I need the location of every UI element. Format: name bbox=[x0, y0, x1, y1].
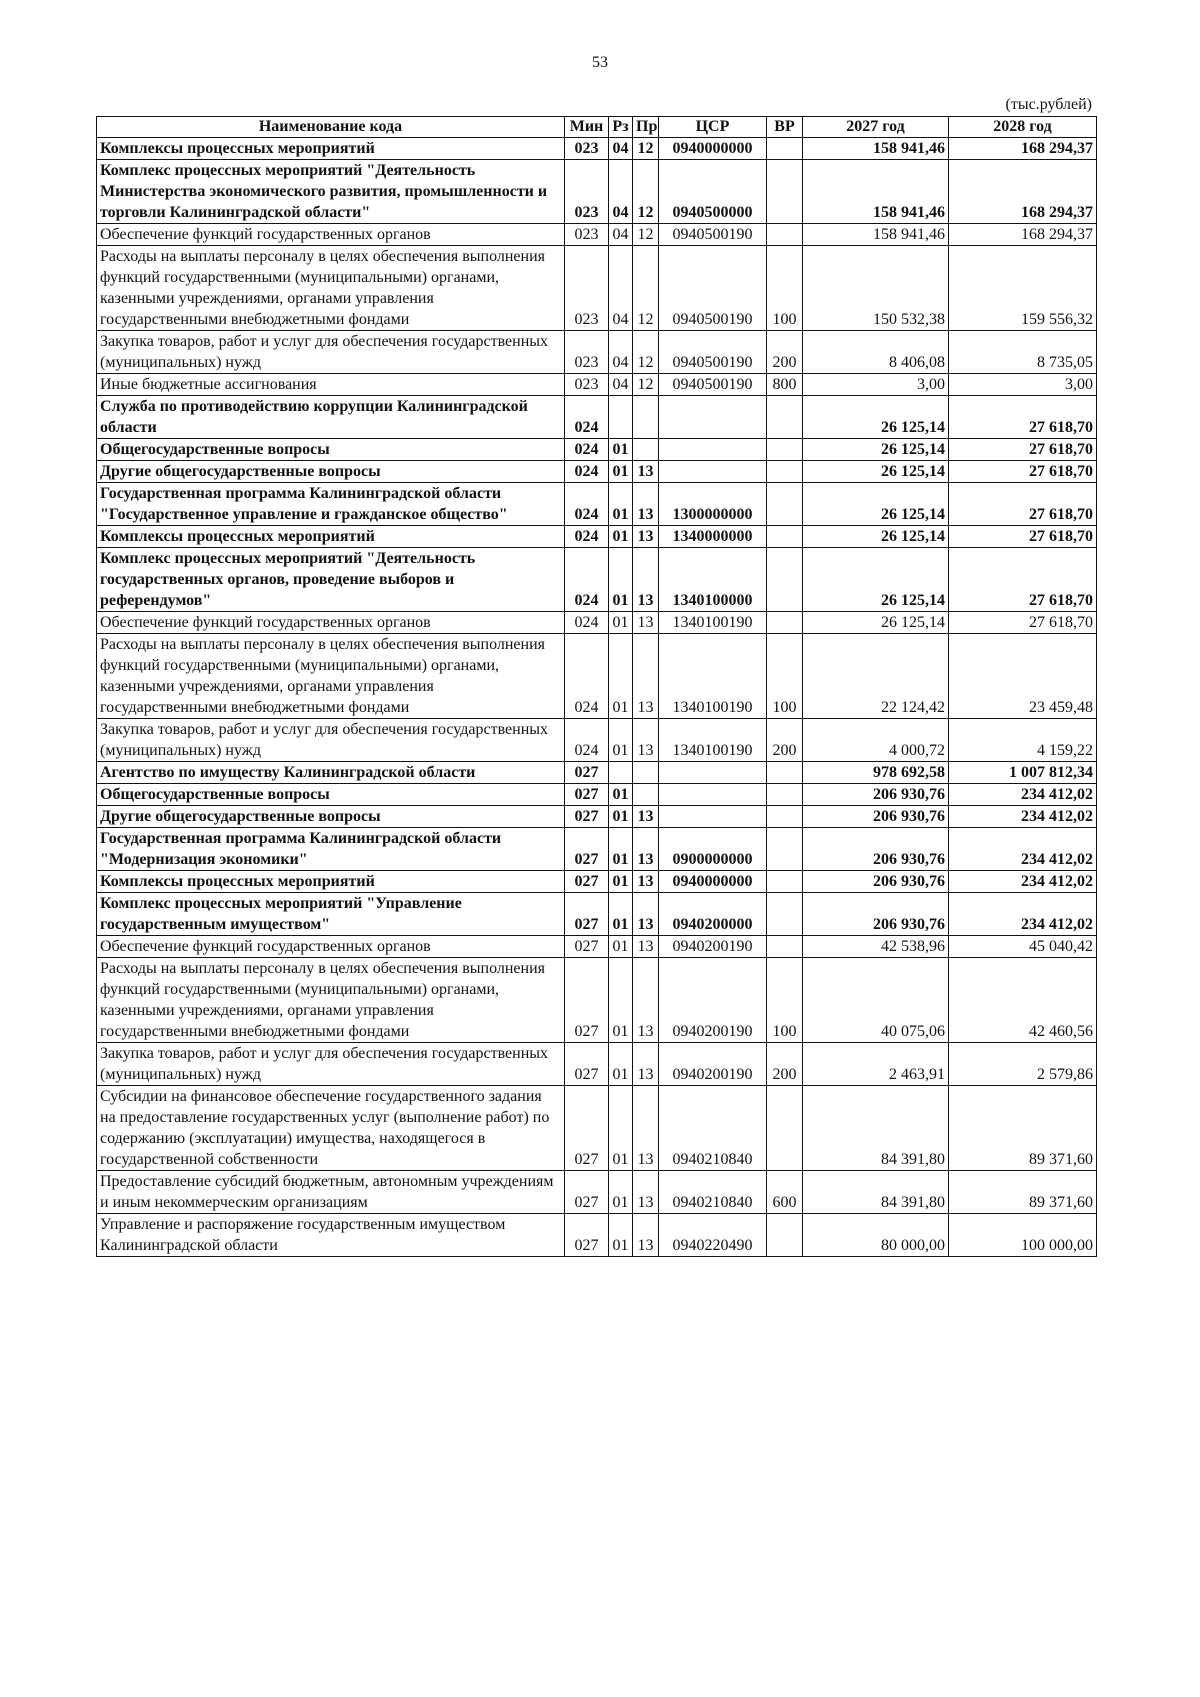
cell-min: 024 bbox=[565, 483, 609, 526]
cell-name: Комплексы процессных мероприятий bbox=[97, 871, 565, 893]
cell-2027: 84 391,80 bbox=[803, 1086, 949, 1171]
cell-min: 023 bbox=[565, 138, 609, 160]
cell-min: 027 bbox=[565, 784, 609, 806]
cell-rz: 01 bbox=[609, 806, 633, 828]
units-label: (тыс.рублей) bbox=[1005, 96, 1092, 113]
cell-pr: 13 bbox=[633, 936, 659, 958]
table-row bbox=[97, 871, 1097, 893]
cell-name: Комплекс процессных мероприятий "Управление государственным имуществом" bbox=[97, 893, 565, 936]
cell-vr bbox=[767, 483, 803, 526]
cell-name: Управление и распоряжение государственным имуществом Калининградской области bbox=[97, 1214, 565, 1257]
cell-csr: 0940200190 bbox=[659, 1043, 767, 1086]
cell-vr: 200 bbox=[767, 719, 803, 762]
cell-vr: 200 bbox=[767, 1043, 803, 1086]
cell-2027: 206 930,76 bbox=[803, 871, 949, 893]
header-csr: ЦСР bbox=[659, 117, 767, 138]
cell-pr bbox=[633, 762, 659, 784]
cell-2028: 8 735,05 bbox=[949, 331, 1097, 374]
cell-min: 024 bbox=[565, 719, 609, 762]
cell-2027: 26 125,14 bbox=[803, 461, 949, 483]
header-rz: Рз bbox=[609, 117, 633, 138]
table-row bbox=[97, 936, 1097, 958]
table-row bbox=[97, 762, 1097, 784]
cell-2027: 206 930,76 bbox=[803, 828, 949, 871]
cell-rz: 01 bbox=[609, 461, 633, 483]
cell-2028: 168 294,37 bbox=[949, 224, 1097, 246]
cell-name: Предоставление субсидий бюджетным, автономным учреждениям и иным некоммерческим организациям bbox=[97, 1171, 565, 1214]
cell-csr: 0940500190 bbox=[659, 374, 767, 396]
cell-vr: 100 bbox=[767, 958, 803, 1043]
cell-name: Комплексы процессных мероприятий bbox=[97, 138, 565, 160]
cell-name: Общегосударственные вопросы bbox=[97, 784, 565, 806]
cell-min: 027 bbox=[565, 762, 609, 784]
table-row bbox=[97, 374, 1097, 396]
table-row bbox=[97, 806, 1097, 828]
cell-rz: 01 bbox=[609, 1086, 633, 1171]
cell-pr: 12 bbox=[633, 160, 659, 224]
cell-pr bbox=[633, 439, 659, 461]
table-header-row bbox=[97, 117, 1097, 138]
cell-vr bbox=[767, 526, 803, 548]
table-row bbox=[97, 1171, 1097, 1214]
cell-2028: 4 159,22 bbox=[949, 719, 1097, 762]
cell-rz bbox=[609, 762, 633, 784]
table-body bbox=[97, 138, 1097, 1257]
cell-2027: 2 463,91 bbox=[803, 1043, 949, 1086]
header-2028: 2028 год bbox=[949, 117, 1097, 138]
cell-csr: 0940500190 bbox=[659, 331, 767, 374]
cell-2028: 27 618,70 bbox=[949, 612, 1097, 634]
cell-csr: 0940500000 bbox=[659, 160, 767, 224]
cell-name: Закупка товаров, работ и услуг для обеспечения государственных (муниципальных) нужд bbox=[97, 331, 565, 374]
cell-min: 023 bbox=[565, 331, 609, 374]
cell-2028: 2 579,86 bbox=[949, 1043, 1097, 1086]
cell-2028: 234 412,02 bbox=[949, 893, 1097, 936]
cell-name: Комплексы процессных мероприятий bbox=[97, 526, 565, 548]
cell-csr: 1340100190 bbox=[659, 719, 767, 762]
cell-csr bbox=[659, 784, 767, 806]
cell-2028: 168 294,37 bbox=[949, 138, 1097, 160]
cell-rz: 04 bbox=[609, 374, 633, 396]
cell-pr: 12 bbox=[633, 331, 659, 374]
cell-2027: 80 000,00 bbox=[803, 1214, 949, 1257]
cell-csr: 0940220490 bbox=[659, 1214, 767, 1257]
cell-vr bbox=[767, 396, 803, 439]
cell-vr bbox=[767, 1214, 803, 1257]
table-row bbox=[97, 634, 1097, 719]
cell-pr: 13 bbox=[633, 548, 659, 612]
cell-pr: 12 bbox=[633, 138, 659, 160]
cell-vr bbox=[767, 828, 803, 871]
cell-csr bbox=[659, 396, 767, 439]
table-row bbox=[97, 548, 1097, 612]
cell-name: Обеспечение функций государственных органов bbox=[97, 612, 565, 634]
cell-2028: 234 412,02 bbox=[949, 871, 1097, 893]
cell-2027: 84 391,80 bbox=[803, 1171, 949, 1214]
cell-csr bbox=[659, 439, 767, 461]
cell-2028: 234 412,02 bbox=[949, 784, 1097, 806]
cell-csr: 0940500190 bbox=[659, 246, 767, 331]
table-row bbox=[97, 719, 1097, 762]
cell-rz: 01 bbox=[609, 719, 633, 762]
cell-rz: 01 bbox=[609, 958, 633, 1043]
cell-vr: 800 bbox=[767, 374, 803, 396]
cell-vr bbox=[767, 138, 803, 160]
cell-min: 023 bbox=[565, 224, 609, 246]
cell-2027: 26 125,14 bbox=[803, 548, 949, 612]
cell-csr: 0940000000 bbox=[659, 871, 767, 893]
cell-csr: 0940210840 bbox=[659, 1086, 767, 1171]
cell-vr bbox=[767, 548, 803, 612]
cell-name: Другие общегосударственные вопросы bbox=[97, 461, 565, 483]
cell-2027: 206 930,76 bbox=[803, 893, 949, 936]
cell-vr bbox=[767, 936, 803, 958]
cell-name: Иные бюджетные ассигнования bbox=[97, 374, 565, 396]
cell-pr: 12 bbox=[633, 374, 659, 396]
table-row bbox=[97, 396, 1097, 439]
cell-csr: 1340000000 bbox=[659, 526, 767, 548]
cell-csr bbox=[659, 461, 767, 483]
cell-csr: 1340100000 bbox=[659, 548, 767, 612]
cell-csr: 0940210840 bbox=[659, 1171, 767, 1214]
cell-pr: 13 bbox=[633, 526, 659, 548]
cell-min: 027 bbox=[565, 1214, 609, 1257]
cell-csr: 1340100190 bbox=[659, 612, 767, 634]
table-row bbox=[97, 160, 1097, 224]
cell-name: Обеспечение функций государственных органов bbox=[97, 224, 565, 246]
cell-2027: 8 406,08 bbox=[803, 331, 949, 374]
cell-rz: 04 bbox=[609, 224, 633, 246]
cell-2027: 978 692,58 bbox=[803, 762, 949, 784]
cell-rz: 04 bbox=[609, 331, 633, 374]
cell-2028: 168 294,37 bbox=[949, 160, 1097, 224]
cell-vr bbox=[767, 224, 803, 246]
cell-2028: 27 618,70 bbox=[949, 526, 1097, 548]
cell-min: 027 bbox=[565, 828, 609, 871]
cell-2027: 158 941,46 bbox=[803, 224, 949, 246]
cell-csr: 0940200000 bbox=[659, 893, 767, 936]
cell-2027: 150 532,38 bbox=[803, 246, 949, 331]
cell-min: 027 bbox=[565, 958, 609, 1043]
cell-2028: 89 371,60 bbox=[949, 1171, 1097, 1214]
cell-vr bbox=[767, 1086, 803, 1171]
cell-csr bbox=[659, 806, 767, 828]
table-row bbox=[97, 224, 1097, 246]
table-row bbox=[97, 958, 1097, 1043]
cell-2028: 27 618,70 bbox=[949, 483, 1097, 526]
cell-pr: 13 bbox=[633, 806, 659, 828]
cell-rz: 04 bbox=[609, 246, 633, 331]
table-row bbox=[97, 483, 1097, 526]
cell-min: 023 bbox=[565, 374, 609, 396]
cell-rz: 01 bbox=[609, 1214, 633, 1257]
cell-2028: 27 618,70 bbox=[949, 396, 1097, 439]
table-row bbox=[97, 246, 1097, 331]
cell-vr bbox=[767, 871, 803, 893]
cell-name: Субсидии на финансовое обеспечение государственного задания на предоставление государственных услуг (выполнение работ) по содержанию (эксплуатации) имущества, находящегося в государственной собственности bbox=[97, 1086, 565, 1171]
cell-min: 024 bbox=[565, 396, 609, 439]
cell-min: 027 bbox=[565, 1086, 609, 1171]
table-row bbox=[97, 138, 1097, 160]
cell-name: Закупка товаров, работ и услуг для обеспечения государственных (муниципальных) нужд bbox=[97, 719, 565, 762]
cell-min: 024 bbox=[565, 526, 609, 548]
cell-2027: 26 125,14 bbox=[803, 526, 949, 548]
cell-pr: 13 bbox=[633, 1214, 659, 1257]
header-vr: ВР bbox=[767, 117, 803, 138]
cell-name: Общегосударственные вопросы bbox=[97, 439, 565, 461]
table-row bbox=[97, 1086, 1097, 1171]
cell-csr bbox=[659, 762, 767, 784]
cell-csr: 0940200190 bbox=[659, 936, 767, 958]
cell-csr: 0940500190 bbox=[659, 224, 767, 246]
cell-pr: 13 bbox=[633, 958, 659, 1043]
cell-rz: 01 bbox=[609, 1043, 633, 1086]
cell-name: Другие общегосударственные вопросы bbox=[97, 806, 565, 828]
cell-2027: 42 538,96 bbox=[803, 936, 949, 958]
cell-rz: 01 bbox=[609, 634, 633, 719]
cell-2027: 158 941,46 bbox=[803, 138, 949, 160]
cell-2027: 22 124,42 bbox=[803, 634, 949, 719]
header-name: Наименование кода bbox=[97, 117, 565, 138]
cell-pr: 13 bbox=[633, 483, 659, 526]
table-row bbox=[97, 893, 1097, 936]
cell-vr bbox=[767, 762, 803, 784]
cell-pr: 13 bbox=[633, 1086, 659, 1171]
cell-rz: 01 bbox=[609, 936, 633, 958]
table-row bbox=[97, 612, 1097, 634]
cell-2028: 23 459,48 bbox=[949, 634, 1097, 719]
cell-csr: 0900000000 bbox=[659, 828, 767, 871]
cell-2027: 4 000,72 bbox=[803, 719, 949, 762]
cell-pr: 13 bbox=[633, 1043, 659, 1086]
cell-2028: 234 412,02 bbox=[949, 806, 1097, 828]
cell-min: 023 bbox=[565, 160, 609, 224]
cell-vr bbox=[767, 439, 803, 461]
cell-name: Обеспечение функций государственных органов bbox=[97, 936, 565, 958]
cell-vr bbox=[767, 784, 803, 806]
cell-rz: 01 bbox=[609, 1171, 633, 1214]
cell-vr: 200 bbox=[767, 331, 803, 374]
cell-pr: 12 bbox=[633, 224, 659, 246]
cell-min: 024 bbox=[565, 612, 609, 634]
cell-min: 027 bbox=[565, 871, 609, 893]
cell-rz: 01 bbox=[609, 893, 633, 936]
cell-2028: 89 371,60 bbox=[949, 1086, 1097, 1171]
table-row bbox=[97, 1043, 1097, 1086]
cell-vr bbox=[767, 893, 803, 936]
page-number: 53 bbox=[592, 54, 608, 71]
header-pr: Пр bbox=[633, 117, 659, 138]
cell-name: Закупка товаров, работ и услуг для обеспечения государственных (муниципальных) нужд bbox=[97, 1043, 565, 1086]
cell-pr bbox=[633, 784, 659, 806]
cell-2028: 100 000,00 bbox=[949, 1214, 1097, 1257]
cell-pr: 13 bbox=[633, 634, 659, 719]
cell-pr: 13 bbox=[633, 1171, 659, 1214]
cell-min: 027 bbox=[565, 1171, 609, 1214]
cell-2027: 3,00 bbox=[803, 374, 949, 396]
cell-vr bbox=[767, 806, 803, 828]
cell-rz: 04 bbox=[609, 138, 633, 160]
cell-pr: 12 bbox=[633, 246, 659, 331]
cell-vr: 100 bbox=[767, 246, 803, 331]
cell-rz: 01 bbox=[609, 612, 633, 634]
cell-2027: 206 930,76 bbox=[803, 806, 949, 828]
cell-name: Комплекс процессных мероприятий "Деятельность Министерства экономического развития, промышленности и торговли Калининградской области" bbox=[97, 160, 565, 224]
cell-2027: 40 075,06 bbox=[803, 958, 949, 1043]
budget-table bbox=[96, 116, 1097, 1257]
cell-2028: 27 618,70 bbox=[949, 461, 1097, 483]
cell-2028: 234 412,02 bbox=[949, 828, 1097, 871]
cell-vr bbox=[767, 461, 803, 483]
cell-min: 023 bbox=[565, 246, 609, 331]
cell-pr: 13 bbox=[633, 893, 659, 936]
cell-min: 024 bbox=[565, 634, 609, 719]
cell-rz: 01 bbox=[609, 439, 633, 461]
cell-vr bbox=[767, 160, 803, 224]
cell-pr: 13 bbox=[633, 719, 659, 762]
cell-rz: 01 bbox=[609, 784, 633, 806]
cell-min: 027 bbox=[565, 1043, 609, 1086]
cell-2028: 27 618,70 bbox=[949, 548, 1097, 612]
cell-name: Комплекс процессных мероприятий "Деятельность государственных органов, проведение выборов и референдумов" bbox=[97, 548, 565, 612]
cell-2028: 42 460,56 bbox=[949, 958, 1097, 1043]
table-row bbox=[97, 828, 1097, 871]
cell-csr: 1340100190 bbox=[659, 634, 767, 719]
table-row bbox=[97, 1214, 1097, 1257]
cell-pr: 13 bbox=[633, 461, 659, 483]
cell-min: 024 bbox=[565, 439, 609, 461]
table-row bbox=[97, 439, 1097, 461]
cell-2027: 158 941,46 bbox=[803, 160, 949, 224]
cell-csr: 1300000000 bbox=[659, 483, 767, 526]
cell-name: Расходы на выплаты персоналу в целях обеспечения выполнения функций государственными (муниципальными) органами, казенными учреждениями, органами управления государственными внебюджетными фондами bbox=[97, 246, 565, 331]
cell-rz: 01 bbox=[609, 483, 633, 526]
cell-vr: 100 bbox=[767, 634, 803, 719]
cell-min: 027 bbox=[565, 936, 609, 958]
table-row bbox=[97, 331, 1097, 374]
cell-2027: 26 125,14 bbox=[803, 439, 949, 461]
cell-csr: 0940200190 bbox=[659, 958, 767, 1043]
cell-2028: 45 040,42 bbox=[949, 936, 1097, 958]
header-2027: 2027 год bbox=[803, 117, 949, 138]
cell-rz: 01 bbox=[609, 828, 633, 871]
cell-pr: 13 bbox=[633, 871, 659, 893]
table-row bbox=[97, 461, 1097, 483]
cell-vr: 600 bbox=[767, 1171, 803, 1214]
cell-min: 027 bbox=[565, 893, 609, 936]
cell-2028: 159 556,32 bbox=[949, 246, 1097, 331]
cell-name: Расходы на выплаты персоналу в целях обеспечения выполнения функций государственными (муниципальными) органами, казенными учреждениями, органами управления государственными внебюджетными фондами bbox=[97, 634, 565, 719]
cell-name: Расходы на выплаты персоналу в целях обеспечения выполнения функций государственными (муниципальными) органами, казенными учреждениями, органами управления государственными внебюджетными фондами bbox=[97, 958, 565, 1043]
table-row bbox=[97, 526, 1097, 548]
cell-2028: 1 007 812,34 bbox=[949, 762, 1097, 784]
cell-min: 024 bbox=[565, 548, 609, 612]
cell-2028: 3,00 bbox=[949, 374, 1097, 396]
cell-rz: 04 bbox=[609, 160, 633, 224]
cell-name: Агентство по имуществу Калининградской области bbox=[97, 762, 565, 784]
cell-2028: 27 618,70 bbox=[949, 439, 1097, 461]
cell-rz: 01 bbox=[609, 526, 633, 548]
cell-name: Государственная программа Калининградской области "Государственное управление и гражданское общество" bbox=[97, 483, 565, 526]
header-min: Мин bbox=[565, 117, 609, 138]
cell-csr: 0940000000 bbox=[659, 138, 767, 160]
cell-pr bbox=[633, 396, 659, 439]
cell-pr: 13 bbox=[633, 612, 659, 634]
cell-name: Служба по противодействию коррупции Калининградской области bbox=[97, 396, 565, 439]
cell-2027: 26 125,14 bbox=[803, 396, 949, 439]
cell-rz: 01 bbox=[609, 548, 633, 612]
cell-pr: 13 bbox=[633, 828, 659, 871]
cell-name: Государственная программа Калининградской области "Модернизация экономики" bbox=[97, 828, 565, 871]
cell-min: 027 bbox=[565, 806, 609, 828]
table-row bbox=[97, 784, 1097, 806]
cell-rz: 01 bbox=[609, 871, 633, 893]
cell-rz bbox=[609, 396, 633, 439]
cell-vr bbox=[767, 612, 803, 634]
cell-2027: 206 930,76 bbox=[803, 784, 949, 806]
cell-2027: 26 125,14 bbox=[803, 612, 949, 634]
cell-2027: 26 125,14 bbox=[803, 483, 949, 526]
cell-min: 024 bbox=[565, 461, 609, 483]
